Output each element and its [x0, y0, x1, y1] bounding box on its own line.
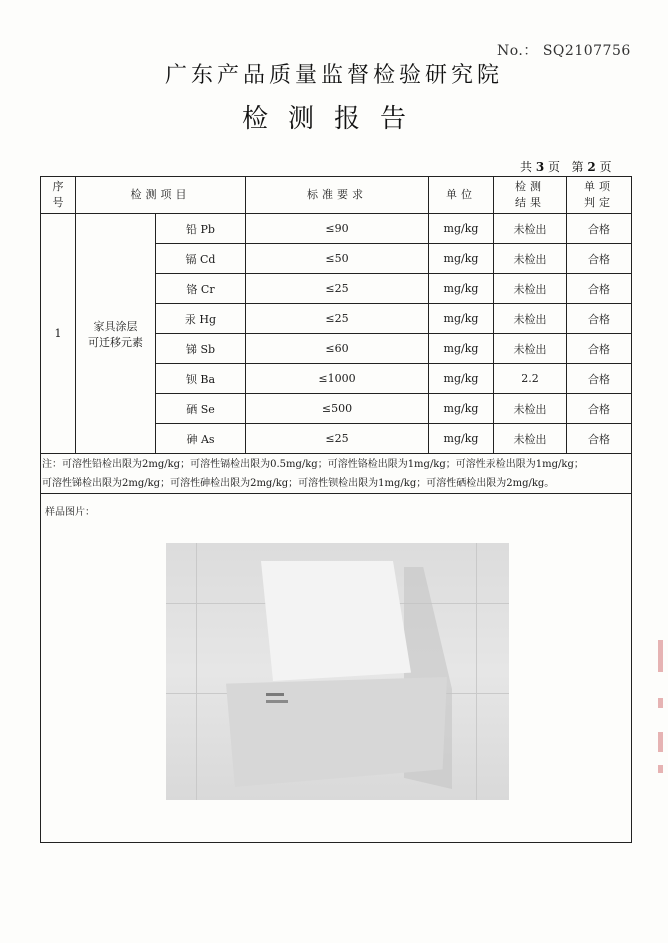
cell-result: 未检出	[494, 274, 567, 304]
cell-unit: mg/kg	[429, 214, 494, 244]
cell-result: 未检出	[494, 424, 567, 454]
group-name-line2: 可迁移元素	[88, 335, 143, 349]
institute-name: 广东产品质量监督检验研究院	[164, 63, 503, 88]
page-total: 3	[535, 160, 545, 174]
page-total-prefix: 共	[520, 160, 533, 174]
note-line-1: 注：可溶性铅检出限为2mg/kg；可溶性镉检出限为0.5mg/kg；可溶性铬检出限为1mg/kg；可溶性汞检出限为1mg/kg；	[42, 458, 584, 470]
header-result	[494, 177, 567, 214]
sample-photo	[166, 543, 509, 800]
header-judgement-line2: 判定	[584, 196, 614, 209]
cell-result: 未检出	[494, 304, 567, 334]
cell-judgement: 合格	[567, 274, 632, 304]
seal-stamp-edge	[658, 765, 663, 773]
cell-standard: ≤25	[246, 274, 429, 304]
report-number-value: SQ2107756	[542, 43, 631, 59]
group-name-line1: 家具涂层	[93, 319, 138, 333]
report-title: 检测报告	[241, 104, 426, 134]
cell-standard: ≤25	[246, 304, 429, 334]
header-judgement	[567, 177, 632, 214]
header-result-line2: 结果	[515, 196, 545, 209]
header-seq-line1: 序	[52, 180, 64, 193]
cell-judgement: 合格	[567, 244, 632, 274]
page-current-suffix: 页	[599, 160, 612, 174]
cell-standard: ≤90	[246, 214, 429, 244]
cell-unit: mg/kg	[429, 394, 494, 424]
cell-element: 铬 Cr	[156, 274, 246, 304]
table-header-row	[41, 177, 632, 214]
cell-unit: mg/kg	[429, 304, 494, 334]
cell-judgement: 合格	[567, 364, 632, 394]
cell-element: 汞 Hg	[156, 304, 246, 334]
cell-element: 镉 Cd	[156, 244, 246, 274]
seal-stamp-edge	[658, 732, 663, 752]
cell-result: 未检出	[494, 394, 567, 424]
cell-result: 2.2	[494, 364, 567, 394]
report-number	[497, 40, 631, 60]
header-result-line1: 检测	[515, 180, 545, 193]
detection-limit-note	[41, 454, 632, 494]
photo-box-top	[261, 561, 411, 681]
photo-box-label	[266, 700, 288, 703]
note-row	[41, 454, 632, 494]
header-seq	[41, 177, 76, 214]
table-row	[41, 214, 632, 244]
page-current-prefix: 第	[571, 160, 584, 174]
cell-standard: ≤500	[246, 394, 429, 424]
photo-floor-tile-line	[196, 543, 197, 800]
sample-photo-label: 样品图片：	[45, 507, 95, 518]
header-item: 检测项目	[76, 177, 246, 214]
header-standard: 标准要求	[246, 177, 429, 214]
seal-stamp-edge	[658, 640, 663, 672]
cell-unit: mg/kg	[429, 364, 494, 394]
seal-stamp-edge	[658, 698, 663, 708]
cell-judgement: 合格	[567, 214, 632, 244]
sample-photo-cell	[41, 494, 632, 843]
header-judgement-line1: 单项	[584, 180, 614, 193]
cell-result: 未检出	[494, 334, 567, 364]
cell-element: 铅 Pb	[156, 214, 246, 244]
cell-unit: mg/kg	[429, 424, 494, 454]
cell-unit: mg/kg	[429, 334, 494, 364]
header-unit: 单位	[429, 177, 494, 214]
photo-box-front	[226, 677, 447, 787]
cell-element: 锑 Sb	[156, 334, 246, 364]
cell-judgement: 合格	[567, 304, 632, 334]
cell-unit: mg/kg	[429, 244, 494, 274]
cell-result: 未检出	[494, 244, 567, 274]
cell-standard: ≤60	[246, 334, 429, 364]
header-seq-line2: 号	[52, 196, 64, 209]
cell-standard: ≤1000	[246, 364, 429, 394]
cell-judgement: 合格	[567, 424, 632, 454]
cell-judgement: 合格	[567, 334, 632, 364]
photo-floor-tile-line	[476, 543, 477, 800]
report-number-label: No.：	[497, 43, 538, 59]
cell-result: 未检出	[494, 214, 567, 244]
cell-unit: mg/kg	[429, 274, 494, 304]
cell-judgement: 合格	[567, 394, 632, 424]
photo-box-label	[266, 693, 284, 696]
cell-standard: ≤25	[246, 424, 429, 454]
cell-standard: ≤50	[246, 244, 429, 274]
cell-element: 砷 As	[156, 424, 246, 454]
page-current: 2	[587, 160, 596, 174]
test-results-table	[40, 176, 632, 843]
group-seq: 1	[41, 214, 76, 454]
page-info	[520, 158, 612, 175]
cell-element: 钡 Ba	[156, 364, 246, 394]
sample-photo-row	[41, 494, 632, 843]
note-line-2: 可溶性锑检出限为2mg/kg；可溶性砷检出限为2mg/kg；可溶性钡检出限为1mg/kg；可溶性硒检出限为2mg/kg。	[42, 477, 555, 489]
group-name	[76, 214, 156, 454]
page-total-suffix: 页	[548, 160, 561, 174]
cell-element: 硒 Se	[156, 394, 246, 424]
